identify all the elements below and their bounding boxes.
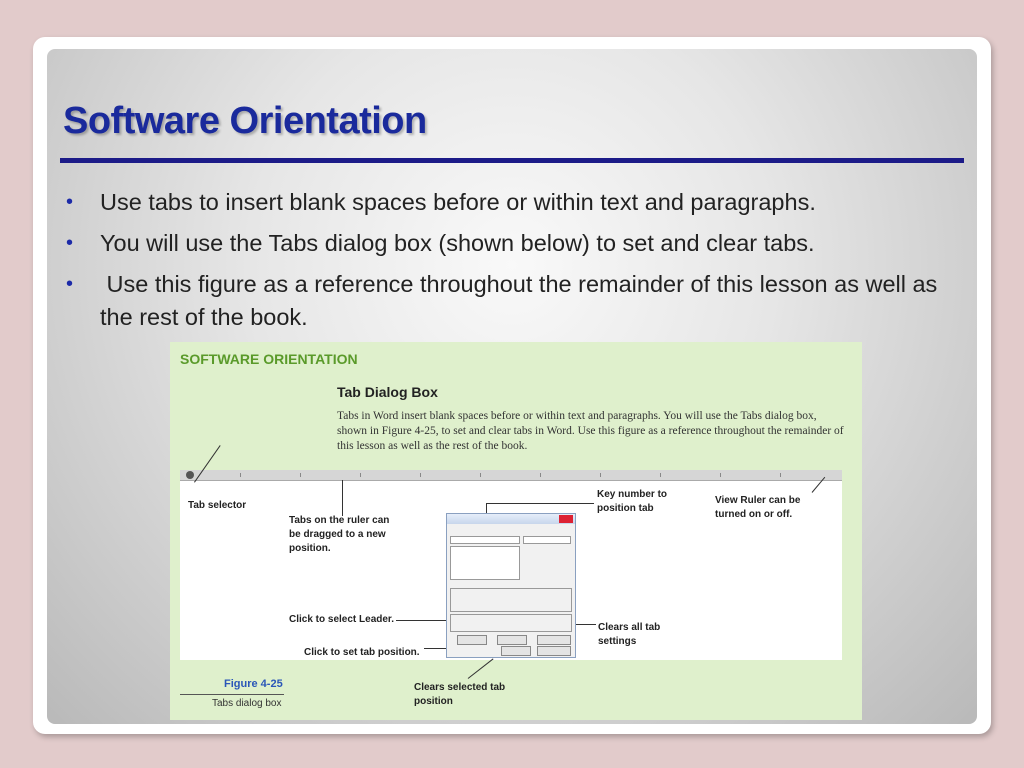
slide-title: Software Orientation xyxy=(63,100,427,142)
caption-divider xyxy=(180,694,284,695)
bullet-list xyxy=(66,186,956,342)
callout-set-tab: Click to set tab position. xyxy=(304,647,420,658)
leader-line xyxy=(468,658,494,678)
callout-view-ruler: View Ruler can be turned on or off. xyxy=(715,495,801,520)
callout-clears-selected: Clears selected tab position xyxy=(414,682,506,707)
callout-select-leader: Click to select Leader. xyxy=(289,614,395,625)
figure-header: SOFTWARE ORIENTATION xyxy=(180,351,358,367)
title-underline xyxy=(60,158,964,163)
bullet-text: Use this figure as a reference throughout the remainder of this lesson as well as the rest of the book. xyxy=(100,271,944,330)
ok-button-illustration xyxy=(501,646,531,656)
set-button-illustration xyxy=(457,635,487,645)
close-icon xyxy=(559,515,573,523)
tabs-dialog-illustration xyxy=(446,513,576,658)
ruler-tick xyxy=(240,473,241,477)
bullet-item xyxy=(66,186,956,219)
ruler-tick xyxy=(600,473,601,477)
bullet-text: Use tabs to insert blank spaces before or within text and paragraphs. xyxy=(100,189,816,215)
alignment-group xyxy=(450,588,572,612)
figure-caption-number: Figure 4-25 xyxy=(224,678,283,690)
bullet-icon: • xyxy=(66,191,74,213)
bullet-icon: • xyxy=(66,273,74,295)
bullet-item xyxy=(66,268,956,334)
ruler-tick xyxy=(420,473,421,477)
ruler-bar xyxy=(180,470,842,481)
dialog-titlebar xyxy=(447,514,575,524)
ruler-tick xyxy=(540,473,541,477)
leader-group xyxy=(450,614,572,632)
clear-button-illustration xyxy=(497,635,527,645)
ruler-tick xyxy=(480,473,481,477)
ruler-tick xyxy=(720,473,721,477)
callout-clears-all: Clears all tab settings xyxy=(598,622,661,647)
clear-all-button-illustration xyxy=(537,635,571,645)
figure-subtitle: Tab Dialog Box xyxy=(337,384,438,400)
callout-tabs-ruler: Tabs on the ruler can be dragged to a new position. xyxy=(289,515,390,554)
ruler-tick xyxy=(300,473,301,477)
figure-paragraph: Tabs in Word insert blank spaces before or within text and paragraphs. You will use the Tabs dialog box, shown in Figure 4-25, to set and clear tabs in Word. Use this figure as a reference throughout the remainder of this lesson as well as the rest of the book. xyxy=(337,410,844,452)
leader-line xyxy=(342,480,343,516)
figure-caption-text: Tabs dialog box xyxy=(212,698,282,709)
cancel-button-illustration xyxy=(537,646,571,656)
callout-key-number: Key number to position tab xyxy=(597,489,668,514)
tab-marker-icon xyxy=(186,471,194,479)
ruler-tick xyxy=(660,473,661,477)
tab-stop-position-box xyxy=(450,536,520,544)
ruler-tick xyxy=(780,473,781,477)
bullet-text: You will use the Tabs dialog box (shown below) to set and clear tabs. xyxy=(100,230,815,256)
tab-stop-list-box xyxy=(450,546,520,580)
leader-line xyxy=(396,620,450,621)
default-tab-stops-box xyxy=(523,536,571,544)
bullet-item xyxy=(66,227,956,260)
figure-image xyxy=(170,342,862,720)
callout-tab-selector: Tab selector xyxy=(188,500,247,511)
bullet-icon: • xyxy=(66,232,74,254)
leader-line xyxy=(486,503,594,504)
ruler-tick xyxy=(360,473,361,477)
